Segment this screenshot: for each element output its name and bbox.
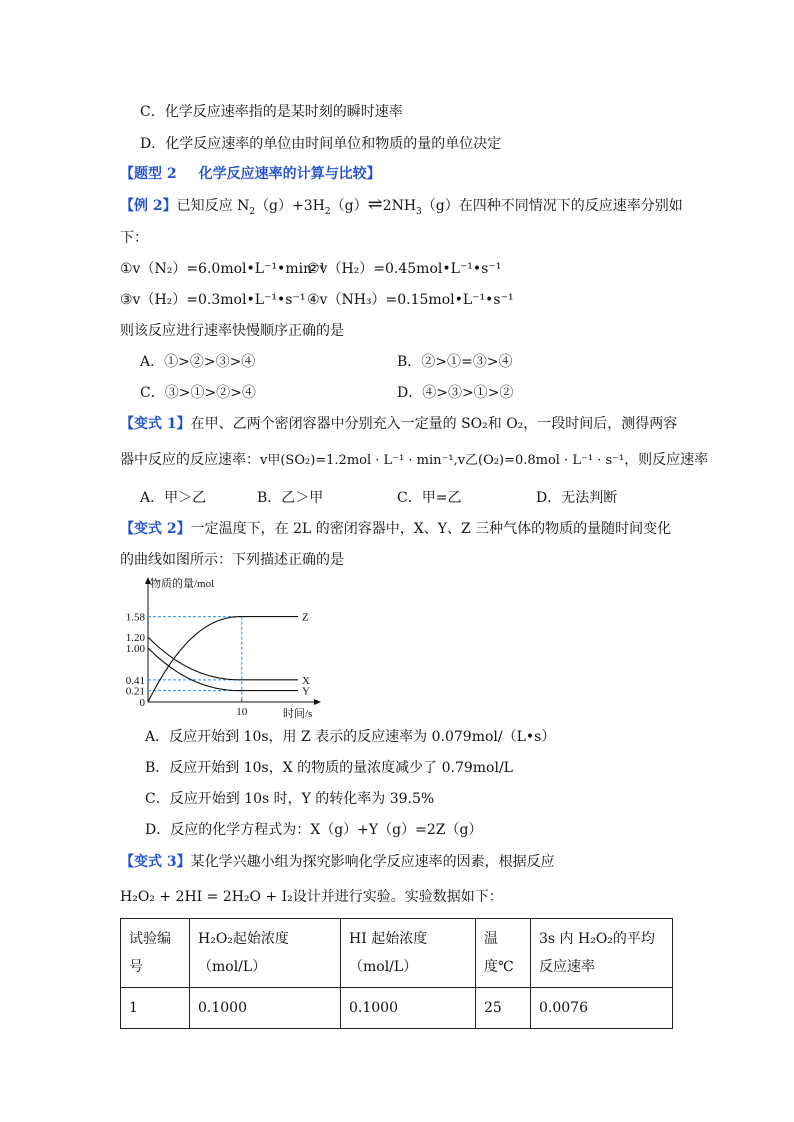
table-cell: 25 <box>476 988 531 1029</box>
example2-option-d: D．④>③>①>② <box>397 385 514 401</box>
q1-option-c: C．化学反应速率指的是某时刻的瞬时速率 <box>140 104 403 120</box>
table-header-cell: HI 起始浓度（mol/L） <box>341 919 476 988</box>
variant2-option-b: B．反应开始到 10s，X 的物质的量浓度减少了 0.79mol/L <box>145 760 513 776</box>
y-tick-label: 1.20 <box>125 632 145 645</box>
table-cell: 0.1000 <box>190 988 341 1029</box>
series-label-y: Y <box>302 685 310 698</box>
table-header-cell: 温度℃ <box>476 919 531 988</box>
table-header-cell: 试验编号 <box>121 919 190 988</box>
y-axis-label: 物质的量/mol <box>150 578 215 590</box>
variant1-option-c: C．甲=乙 <box>397 490 462 506</box>
stem-part: ，则反应速率 <box>624 452 709 468</box>
variant2-stem <box>120 519 671 539</box>
table-row <box>121 988 673 1029</box>
y-tick-label: 1.00 <box>125 642 145 655</box>
stem-part: 在甲、乙两个密闭容器中分别充入一定量的 SO₂和 O₂，一段时间后，测得两容 <box>190 416 678 432</box>
y-tick-label: 0.41 <box>125 674 145 687</box>
table-cell: 1 <box>121 988 190 1029</box>
example2-option-b: B．②>①=③>④ <box>397 354 513 370</box>
equilibrium-arrow: ⇌ <box>367 194 383 215</box>
variant3-tag: 【变式 3】 <box>120 854 191 870</box>
table-header-row <box>121 919 673 988</box>
variant2-tag: 【变式 2】 <box>120 521 191 537</box>
rate-4: ④v（NH₃）=0.15mol•L⁻¹•s⁻¹ <box>307 292 514 308</box>
section-label: 题型 2 <box>134 166 177 182</box>
experiment-table <box>120 918 673 1029</box>
y-tick-label: 0 <box>139 697 145 709</box>
y-tick-label: 0.21 <box>125 685 145 698</box>
variant2-option-a: A．反应开始到 10s，用 Z 表示的反应速率为 0.079mol/（L•s） <box>145 729 556 745</box>
variant2-option-d: D．反应的化学方程式为：X（g）+Y（g）=2Z（g） <box>145 822 483 838</box>
variant1-option-b: B．乙＞甲 <box>257 490 324 506</box>
x-tick-label: 10 <box>236 706 248 718</box>
stem-part: 2NH <box>382 198 417 214</box>
series-label-x: X <box>302 674 310 687</box>
series-label-z: Z <box>302 611 309 624</box>
x-axis-arrow <box>314 699 321 705</box>
table-header-cell: H₂O₂起始浓度（mol/L） <box>190 919 341 988</box>
stem-part: （g） <box>330 198 368 214</box>
example2-stem-line2: 下： <box>120 230 148 246</box>
example2-stem: 【例 2】已知反应 $N_2(g)+3H_2(g)\rightleftharpoons 2NH_3(g)$在四种不同情况下的反应速率分别如 <box>120 194 683 217</box>
variant1-rate-expression: v甲(SO₂)=1.2mol · L⁻¹ · min⁻¹,v乙(O₂)=0.8mol · L⁻¹ · s⁻¹ <box>260 453 625 468</box>
example2-tag: 【例 2】 <box>120 198 177 214</box>
example2-option-c: C．③>①>②>④ <box>140 385 256 401</box>
rate-3: ③v（H₂）=0.3mol•L⁻¹•s⁻¹ <box>120 292 306 308</box>
stem-part: （g）+3H <box>255 198 325 214</box>
series-line-y <box>148 648 298 691</box>
example2-option-a: A．①>②>③>④ <box>140 354 256 370</box>
stem-part: 器中反应的反应速率： <box>120 452 260 468</box>
variant1-tag: 【变式 1】 <box>120 416 191 432</box>
variant2-stem-line2: 的曲线如图所示：下列描述正确的是 <box>120 552 344 568</box>
section-bracket-left: 【 <box>120 166 134 182</box>
y-tick-label: 1.58 <box>125 611 145 624</box>
amount-vs-time-chart <box>118 572 328 724</box>
variant1-stem <box>120 414 677 434</box>
variant3-equation: H₂O₂ + 2HI = 2H₂O + I₂ <box>120 889 293 905</box>
stem-part: 一定温度下，在 2L 的密闭容器中，X、Y、Z 三种气体的物质的量随时间变化 <box>190 521 672 537</box>
section-heading <box>120 164 381 184</box>
rate-1: ①v（N₂）=6.0mol•L⁻¹•min⁻¹ <box>120 261 326 277</box>
table-header-cell: 3s 内 H₂O₂的平均反应速率 <box>531 919 673 988</box>
variant2-option-c: C．反应开始到 10s 时，Y 的转化率为 39.5% <box>145 791 435 807</box>
table-cell: 0.0076 <box>531 988 673 1029</box>
rate-2: ②v（H₂）=0.45mol•L⁻¹•s⁻¹ <box>307 261 502 277</box>
stem-part: 某化学兴趣小组为探究影响化学反应速率的因素，根据反应 <box>190 854 555 870</box>
q1-option-d: D．化学反应速率的单位由时间单位和物质的量的单位决定 <box>140 136 502 152</box>
variant1-option-a: A．甲＞乙 <box>140 490 207 506</box>
variant1-option-d: D．无法判断 <box>536 490 618 506</box>
stem-part: 已知反应 N <box>176 198 250 214</box>
variant3-stem-line2 <box>120 887 503 907</box>
section-title: 化学反应速率的计算与比较 <box>198 166 367 182</box>
example2-question: 则该反应进行速率快慢顺序正确的是 <box>120 323 344 339</box>
variant1-stem-line2 <box>120 450 708 471</box>
table-cell: 0.1000 <box>341 988 476 1029</box>
stem-part: 设计并进行实验。实验数据如下： <box>292 889 503 905</box>
section-bracket-right: 】 <box>366 166 381 182</box>
x-axis-label: 时间/s <box>283 708 313 720</box>
series-line-x <box>148 637 298 680</box>
variant3-stem <box>120 852 555 872</box>
stem-part: （g）在四种不同情况下的反应速率分别如 <box>421 198 683 214</box>
